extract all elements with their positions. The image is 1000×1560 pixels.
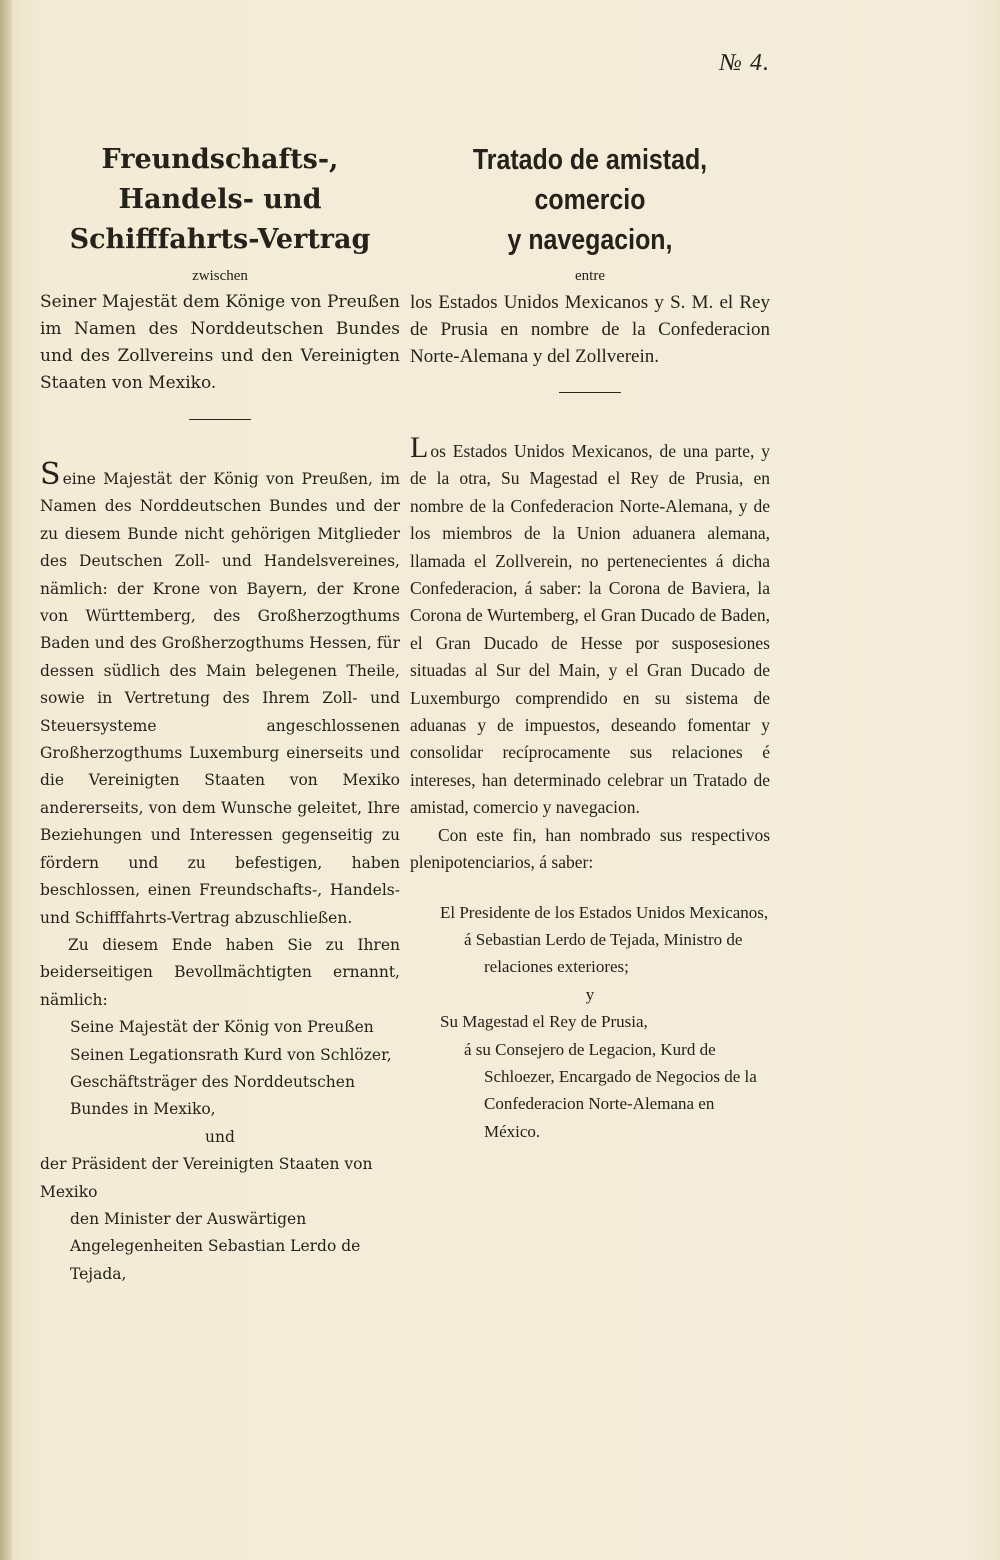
german-heading: Seiner Majestät dem Könige von Preußen im Namen des Norddeutschen Bundes und des Zollvereins und den Vereinigten Staaten von Mexiko. — [40, 292, 400, 393]
spanish-between: entre — [575, 268, 605, 284]
spanish-title-line1: Tratado de amistad, comercio — [472, 144, 708, 216]
german-between: zwischen — [192, 268, 248, 284]
spanish-heading: los Estados Unidos Mexicanos y S. M. el Rey de Prusia en nombre de la Confederacion Norte-Alemana y del Zollverein. — [410, 292, 770, 367]
german-divider — [189, 419, 251, 420]
spanish-president: El Presidente de los Estados Unidos Mexicanos, — [440, 902, 769, 922]
spanish-dropcap: L — [410, 431, 429, 464]
german-paragraph-2: Zu diesem Ende haben Sie zu Ihren beiderseitigen Bevollmächtigten ernannt, nämlich: — [40, 935, 400, 1009]
german-paragraph-1-text: eine Majestät der König von Preußen, im Namen des Norddeutschen Bundes und der zu diesem Bunde nicht gehörigen Mitglieder des Deutschen Zoll- und Handelsvereines, nämlich: der Krone von Bayern, der Krone von Württemberg, des Großherzogthums Baden und des Großherzogthums Hessen, für dessen südlich des Main belegenen Theile, sowie in Vertretung des Ihrem Zoll- und Steuersysteme angeschlossenen Großherzogthums Luxemburg einerseits und die Vereinigten Staaten von Mexiko andererseits, von dem Wunsche geleitet, Ihre Beziehungen und Interessen gegenseitig zu fördern und zu befestigen, haben beschlossen, einen Freundschafts-, Handels- und Schifffahrts-Vertrag abzuschließen. — [40, 470, 400, 927]
spanish-y: y — [585, 984, 595, 1004]
german-title-line1: Freundschafts-, Handels- und — [101, 144, 339, 215]
german-und: und — [205, 1127, 235, 1146]
spanish-title-line2: y navegacion, — [507, 224, 673, 256]
german-paragraph-1 — [40, 457, 400, 932]
spanish-lerdo: á Sebastian Lerdo de Tejada, Ministro de relaciones exteriores; — [464, 929, 743, 977]
spanish-divider — [559, 392, 621, 393]
german-column — [40, 140, 400, 1288]
spanish-paragraph-2: Con este fin, han nombrado sus respectivos plenipotenciarios, á saber: — [410, 824, 770, 873]
german-minister: den Minister der Auswärtigen Angelegenheiten Sebastian Lerdo de Tejada, — [70, 1209, 361, 1283]
spanish-paragraph-1 — [410, 433, 770, 822]
german-dropcap: S — [40, 457, 61, 492]
spacer — [410, 877, 770, 899]
german-king: Seine Majestät der König von Preußen Seinen Legationsrath Kurd von Schlözer, Geschäftsträger des Norddeutschen Bundes in Mexiko, — [70, 1018, 392, 1119]
german-president: der Präsident der Vereinigten Staaten von Mexiko — [40, 1155, 373, 1201]
spanish-column — [410, 140, 770, 1145]
spanish-paragraph-1-text: os Estados Unidos Mexicanos, de una parte, y de la otra, Su Magestad el Rey de Prusia, en nombre de la Confederacion Norte-Alemana, y de los miembros de la Union aduanera alemana, llamada el Zollverein, no pertenecientes á dicha Confederacion, á saber: la Corona de Baviera, la Corona de Wurtemberg, el Gran Ducado de Baden, el Gran Ducado de Hesse por susposesiones situadas al Sur del Main, y el Gran Ducado de Luxemburgo comprendido en su sistema de aduanas y de impuestos, deseando fomentar y consolidar recíprocamente sus relaciones é intereses, han determinado celebrar un Tratado de amistad, comercio y navegacion. — [410, 441, 770, 818]
book-spine-shadow — [0, 0, 12, 1560]
german-title-line2: Schifffahrts-Vertrag — [69, 224, 371, 255]
spanish-kurd: á su Consejero de Legacion, Kurd de Schloezer, Encargado de Negocios de la Confederacion Norte-Alemana en México. — [464, 1039, 757, 1141]
spanish-king: Su Magestad el Rey de Prusia, — [440, 1012, 648, 1032]
page-number: № 4. — [719, 50, 770, 76]
